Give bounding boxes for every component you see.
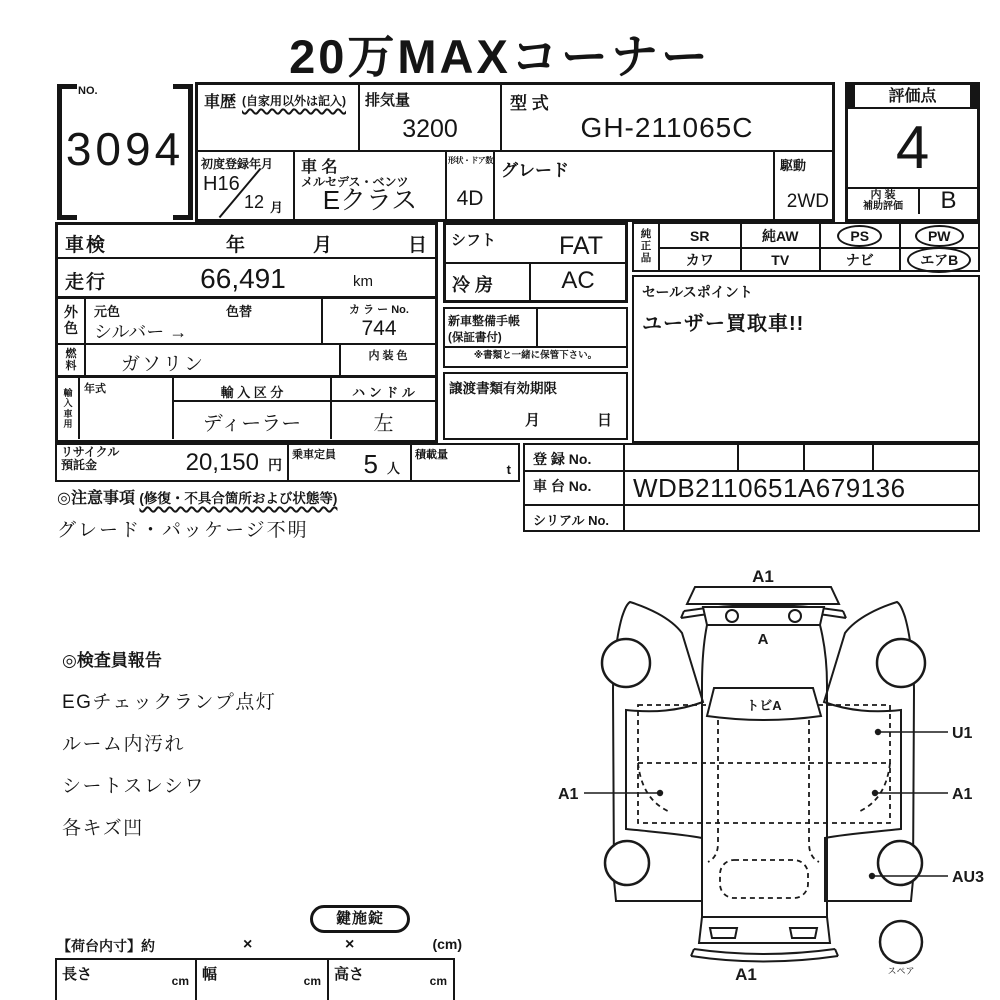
taillight: [710, 928, 737, 938]
interior-label-line1: 内 装: [870, 189, 896, 201]
cargo-dims-table: [55, 958, 455, 1000]
recycle-label: リサイクル 預託金: [61, 445, 120, 472]
import-vlabel: 輸入車用: [58, 378, 80, 439]
registration-no-label: 登 録 No.: [525, 445, 625, 470]
lot-number-box: [55, 82, 195, 222]
model-code-value: GH-211065C: [580, 112, 754, 143]
damage-label-windshield: トビA: [746, 698, 782, 713]
doors-cell: [445, 152, 493, 219]
floor-outline-dashed: [638, 705, 890, 898]
car-name-cell: [293, 152, 445, 219]
inspector-line: ルーム内汚れ: [62, 734, 186, 755]
caution-line: グレード・パッケージ不明: [57, 520, 309, 541]
interior-color-cell: [339, 345, 435, 375]
equipment-vlabel: 純正品: [634, 224, 660, 270]
fuel-value-cell: [86, 345, 339, 375]
main-spec-table: [55, 222, 438, 443]
damage-label-front: A1: [752, 567, 774, 586]
first-registration-year: H16: [203, 173, 240, 195]
handle-value: 左: [373, 413, 394, 435]
inspector-line: 各キズ凹: [62, 818, 144, 839]
ac-value: AC: [561, 267, 595, 294]
year-model-label: 年式: [84, 383, 106, 395]
service-book-cell: [445, 309, 538, 346]
service-book-box: [443, 307, 628, 368]
serial-no-label: シリアル No.: [525, 506, 625, 531]
times-sign: ×: [345, 936, 355, 953]
first-registration-month: 12: [244, 192, 265, 212]
washer-nozzle: [726, 610, 738, 622]
rear-panel: [699, 917, 830, 943]
interior-label-line2: 補助評価: [863, 201, 903, 212]
recycle-deposit-cell: [57, 445, 287, 480]
equipment-cell-aw: [740, 224, 820, 247]
interior-color-label: 内 装 色: [368, 350, 408, 362]
interior-rating-score: B: [940, 187, 957, 214]
rear-bumper-trim: [691, 949, 838, 962]
color-value-cell: [86, 299, 321, 343]
inspector-title: ◎検査員報告: [62, 651, 162, 670]
height-label: 高さ: [334, 966, 365, 983]
caution-block: [57, 485, 337, 542]
equipment-cell-navi: [819, 247, 899, 270]
load-unit: t: [506, 462, 511, 477]
car-model: Eクラス: [322, 185, 418, 215]
color-no-cell: [321, 299, 435, 343]
damage-label-au3: AU3: [952, 869, 985, 886]
service-book-check-cell: [538, 309, 626, 346]
capacity-unit: 人: [386, 461, 400, 476]
original-color-label: 元色: [94, 304, 121, 319]
damage-label-u1: U1: [952, 725, 973, 742]
registration-cell: [805, 445, 874, 470]
caution-title-note: (修復・不具合箇所および状態等): [139, 491, 338, 506]
month-suffix: 月: [270, 200, 284, 215]
equipment-value: カワ: [685, 251, 714, 268]
cargo-size-line: [57, 936, 462, 956]
shift-value: FAT: [559, 232, 603, 260]
year-model-cell: [80, 378, 174, 439]
doors-label: 形状・ドア数: [448, 156, 493, 165]
import-type-block: [174, 378, 435, 439]
registration-no-row: [525, 445, 978, 470]
equipment-value-circled: PS: [837, 225, 882, 247]
capacity-label: 乗車定員: [292, 449, 336, 461]
equipment-value: 純AW: [761, 227, 799, 244]
damage-label-right-door: A1: [952, 786, 973, 803]
displacement-cell: [358, 85, 500, 150]
keep-note: ※書類と一緒に保管下さい。: [473, 350, 598, 361]
exterior-color-vlabel: 外色: [58, 299, 86, 343]
mileage-value: 66,491: [200, 263, 286, 294]
load-cell: [410, 445, 518, 480]
color-no-label: カ ラ ー No.: [349, 304, 409, 316]
equipment-cell-tv: [740, 247, 820, 270]
chassis-no-label: 車 台 No.: [525, 472, 625, 504]
equipment-cell-ps: [819, 224, 899, 247]
history-note: (自家用以外は記入): [242, 94, 346, 108]
equipment-cell-leather: [660, 247, 740, 270]
transfer-day: 日: [596, 412, 612, 429]
height-cell: [327, 960, 453, 1000]
inspector-line: EGチェックランプ点灯: [62, 692, 277, 713]
shaken-month: 月: [313, 235, 333, 256]
length-cell: [57, 960, 195, 1000]
length-unit: cm: [171, 974, 189, 988]
recycle-value: 20,150: [185, 449, 259, 476]
car-damage-diagram: [550, 560, 1000, 1000]
rating-box: [845, 82, 980, 222]
color-value: シルバー →: [94, 322, 188, 342]
width-unit: cm: [303, 974, 321, 988]
import-type-value: ディーラー: [174, 402, 332, 439]
mileage-row: [58, 259, 435, 299]
chassis-no-row: [525, 470, 978, 504]
rear-window-dashed: [720, 860, 808, 898]
inspector-line: シートスレシワ: [62, 776, 205, 797]
caution-title: ◎注意事項: [57, 490, 135, 507]
service-book-line1: 新車整備手帳: [448, 314, 521, 328]
service-book-line2: (保証書付): [448, 332, 502, 344]
times-sign: ×: [243, 936, 253, 953]
equipment-grid: [632, 222, 980, 272]
model-code-label: 型 式: [510, 94, 549, 113]
recycle-row: [55, 443, 520, 482]
cm-note: (cm): [432, 936, 462, 952]
key-lock-badge: 鍵施錠: [310, 905, 410, 933]
equipment-value-circled: PW: [915, 225, 964, 247]
damage-label-rear: A1: [735, 965, 757, 984]
grade-cell: [493, 152, 773, 219]
damage-label-left-door: A1: [558, 786, 579, 803]
shaken-year: 年: [226, 235, 246, 256]
washer-nozzle: [789, 610, 801, 622]
damage-label-hood: A: [757, 631, 769, 648]
equipment-value: ナビ: [845, 251, 874, 268]
body-side-left: [702, 625, 707, 917]
equipment-value-circled: エアB: [907, 247, 971, 273]
import-row: [58, 378, 435, 439]
grade-label: グレード: [501, 161, 569, 180]
shaken-day: 日: [407, 235, 427, 256]
transfer-label: 譲渡書類有効期限: [449, 381, 557, 396]
rating-header: 評価点: [848, 85, 977, 109]
drive-value: 2WD: [786, 191, 829, 212]
color-no-value: 744: [361, 317, 397, 340]
history-label: 車歴: [204, 94, 237, 111]
serial-no-row: [525, 504, 978, 531]
car-maker: メルセデス・ベンツ: [301, 175, 409, 189]
rating-score: 4: [848, 109, 977, 189]
car-name-label: 車 名: [301, 159, 338, 176]
registration-cell: [874, 445, 978, 470]
length-label: 長さ: [62, 966, 93, 983]
mileage-unit: km: [353, 273, 373, 290]
displacement-label: 排気量: [365, 92, 411, 109]
equipment-cell-airbag: [899, 247, 979, 270]
equipment-cell-sr: [660, 224, 740, 247]
rear-right-wheel: [878, 841, 922, 885]
fuel-value: ガソリン: [121, 354, 206, 375]
model-code-cell: [500, 85, 832, 150]
capacity-value: 5: [363, 449, 378, 479]
spare-tire: [880, 921, 922, 963]
width-label: 幅: [202, 966, 218, 983]
front-left-wheel: [602, 639, 650, 687]
handle-label: ハ ン ド ル: [352, 385, 415, 400]
cargo-label: 【荷台内寸】約: [57, 938, 155, 954]
transfer-month: 月: [525, 412, 541, 429]
page-title: 20万MAXコーナー: [289, 30, 711, 83]
import-type-label: 輸 入 区 分: [174, 378, 332, 400]
fuel-vlabel: 燃料: [58, 345, 86, 375]
first-registration-cell: [198, 152, 293, 219]
width-cell: [195, 960, 327, 1000]
front-cowl: [703, 607, 824, 625]
spare-tire-label: スペア: [887, 966, 915, 976]
fuel-row: [58, 345, 435, 378]
registration-cell: [739, 445, 805, 470]
inspector-report: [62, 646, 276, 855]
equipment-cell-pw: [899, 224, 979, 247]
serial-no-value: [625, 506, 978, 531]
displacement-value: 3200: [402, 115, 458, 143]
front-right-wheel: [877, 639, 925, 687]
registration-cell: [625, 445, 739, 470]
chassis-no-value: WDB2110651A679136: [633, 472, 906, 503]
ac-label: 冷 房: [446, 264, 531, 300]
sales-point-value: ユーザー買取車!!: [642, 313, 805, 335]
exterior-color-row: [58, 299, 435, 345]
history-cell: [198, 85, 358, 150]
drive-label: 駆動: [780, 158, 807, 173]
lot-number-value: 3094: [65, 123, 185, 175]
leader-dots: [657, 729, 881, 879]
equipment-value: TV: [771, 251, 790, 268]
lot-number-label: NO.: [78, 85, 98, 97]
registration-grid: [523, 443, 980, 532]
recycle-unit: 円: [268, 457, 282, 473]
first-registration-label: 初度登録年月: [201, 157, 274, 171]
load-label: 積載量: [415, 449, 448, 461]
height-unit: cm: [429, 974, 447, 988]
front-bumper: [687, 587, 839, 604]
interior-rating-label: [848, 189, 920, 214]
shaken-row: [58, 225, 435, 259]
sales-point-box: [632, 275, 980, 443]
vehicle-info-grid: [195, 82, 835, 222]
color-change-label: 色替: [226, 304, 253, 319]
rear-left-wheel: [605, 841, 649, 885]
shaken-label: 車検: [65, 235, 108, 256]
transfer-docs-box: [443, 372, 628, 440]
equipment-value: SR: [690, 227, 710, 244]
mileage-label: 走行: [65, 272, 108, 293]
doors-value: 4D: [456, 187, 484, 210]
sales-point-label: セールスポイント: [642, 284, 753, 300]
capacity-cell: [287, 445, 410, 480]
shift-ac-box: [443, 222, 628, 303]
drive-cell: [773, 152, 832, 219]
taillight: [790, 928, 817, 938]
shift-label: シフト: [451, 232, 497, 249]
